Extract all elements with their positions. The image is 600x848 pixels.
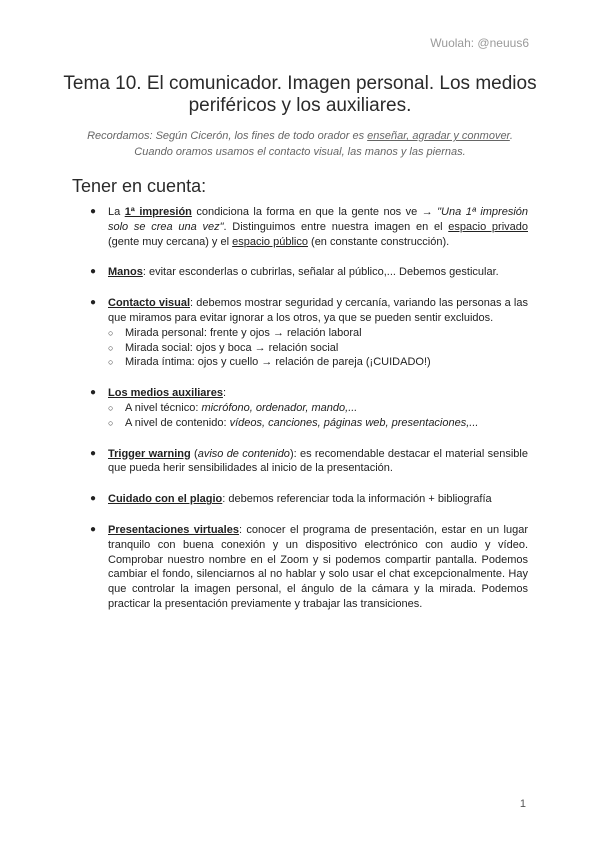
bold-term: 1ª impresión <box>124 206 192 218</box>
italic-text: aviso de contenido <box>197 447 290 460</box>
circle-bullet-icon: ○ <box>108 357 114 368</box>
sub-list-mirada <box>90 326 528 370</box>
recap-line-2: Cuando oramos usamos el contacto visual, las manos y las piernas. <box>134 146 466 158</box>
bullet-medios-auxiliares <box>90 386 528 401</box>
text: : conocer el programa de presentación, estar en un lugar tranquilo con buena conexión y un dispositivo electrónico con audio y vídeo. Comprobar nuestro nombre en el Zoom y si podemos compartir pantalla. Podemos cambiar el fondo, silenciarnos al no hablar y solo usar el chat excepcionalmente. Hay que controlar la imagen personal, el ángulo de la cámara y la mirada. Podemos practicar la presentación previamente y trabajar las transiciones. <box>108 523 529 610</box>
bullet-contacto-visual <box>90 296 528 326</box>
circle-bullet-icon: ○ <box>108 342 114 353</box>
bold-term: Cuidado con el plagio <box>108 493 223 506</box>
circle-bullet-icon: ○ <box>108 327 114 338</box>
sub-list-medios <box>90 401 528 431</box>
bold-term: Manos <box>108 266 143 279</box>
bullet-manos <box>90 265 528 280</box>
text: ): es recomendable destacar el material sensible que pueda herir sensibilidades al inicio de la presentación. <box>108 447 528 475</box>
bullet-dot-icon: ● <box>90 206 97 217</box>
bullet-dot-icon: ● <box>90 447 97 459</box>
recap-line-1-text: Recordamos: Según Cicerón, los fines de todo orador es <box>87 130 368 142</box>
underlined-term: espacio privado <box>448 220 528 233</box>
text: Mirada personal: frente y ojos → relación laboral <box>125 326 362 339</box>
recap-line-1 <box>60 128 540 144</box>
sub-item <box>108 326 528 341</box>
page-number: 1 <box>519 798 526 810</box>
bold-term: Los medios auxiliares <box>108 387 223 400</box>
bullet-dot-icon: ● <box>90 266 97 278</box>
text: ( <box>190 447 198 460</box>
text: condiciona la forma en que la gente nos ve → <box>191 206 438 218</box>
recap-note <box>60 128 540 160</box>
sub-item <box>108 355 528 370</box>
sub-item <box>108 341 528 356</box>
recap-underlined: enseñar, agradar y conmover <box>367 130 510 142</box>
text: A nivel técnico: <box>125 401 202 414</box>
circle-bullet-icon: ○ <box>108 402 114 413</box>
bold-term: Presentaciones virtuales <box>108 523 239 536</box>
watermark: Wuolah: @neuus6 <box>430 36 529 50</box>
recap-line-1-end: . <box>509 130 513 142</box>
italic-text: micrófono, ordenador, mando,... <box>201 401 358 414</box>
bullet-dot-icon: ● <box>90 387 97 399</box>
text: : evitar esconderlas o cubrirlas, señalar al público,... Debemos gesticular. <box>142 266 499 279</box>
text: : debemos referenciar toda la información + bibliografía <box>222 493 492 506</box>
text: Mirada social: ojos y boca → relación social <box>125 341 339 354</box>
italic-text: vídeos, canciones, páginas web, presentaciones,... <box>229 416 479 429</box>
bullet-plagio <box>90 492 528 507</box>
bullet-dot-icon: ● <box>90 523 97 535</box>
sub-item <box>108 401 528 416</box>
sub-item <box>108 416 528 431</box>
page-title: Tema 10. El comunicador. Imagen personal. Los medios periféricos y los auxiliares. <box>63 73 537 116</box>
text: La <box>108 206 125 218</box>
bullet-dot-icon: ● <box>90 493 97 505</box>
section-heading: Tener en cuenta: <box>72 176 207 196</box>
underlined-term: espacio público <box>232 235 308 248</box>
bullet-presentaciones-virtuales <box>90 523 528 612</box>
bold-term: Trigger warning <box>108 447 191 460</box>
bullet-list <box>90 205 528 612</box>
text: . Distinguimos entre nuestra imagen en el <box>223 220 449 233</box>
bold-term: Contacto visual <box>108 297 191 310</box>
text: Mirada íntima: ojos y cuello → relación de pareja (¡CUIDADO!) <box>125 356 431 369</box>
text: : <box>222 387 226 400</box>
text: (gente muy cercana) y el <box>108 235 233 248</box>
quote: "Una 1ª impresión solo se crea una vez" <box>108 206 529 233</box>
bullet-primera-impresion <box>90 205 528 249</box>
bullet-dot-icon: ● <box>90 297 97 309</box>
text: A nivel de contenido: <box>125 416 230 429</box>
circle-bullet-icon: ○ <box>108 417 114 428</box>
bullet-trigger-warning <box>90 447 528 477</box>
text: : debemos mostrar seguridad y cercanía, variando las personas a las que miramos para evitar ignorar a los otros, ya que se pueden sentir excluidos. <box>108 297 528 324</box>
text: (en constante construcción). <box>307 235 450 248</box>
